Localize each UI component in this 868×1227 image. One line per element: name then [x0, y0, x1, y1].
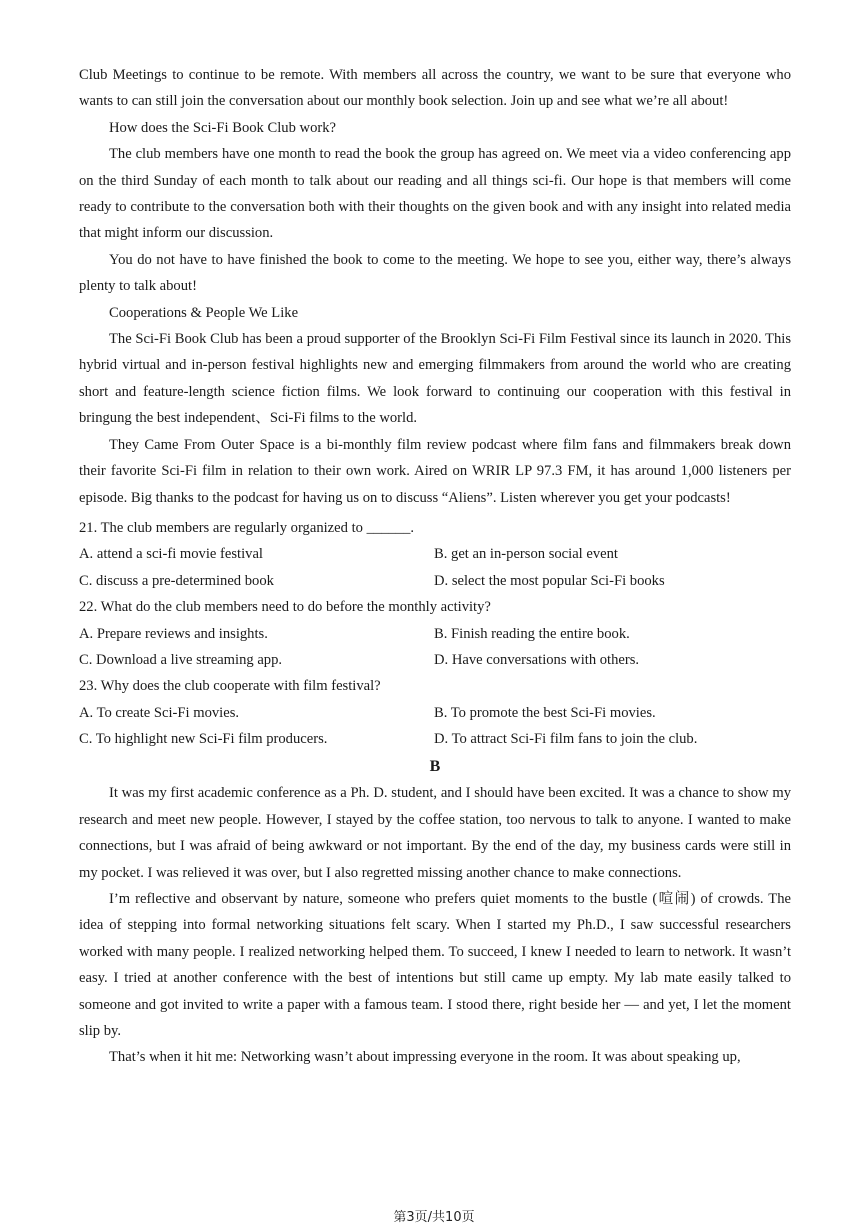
- question-23-options-row-1: [79, 700, 791, 726]
- option-23-c: C. To highlight new Sci-Fi film producers.: [79, 731, 328, 748]
- paragraph-b-3: That’s when it hit me: Networking wasn’t about impressing everyone in the room. It was about speaking up,: [109, 1049, 741, 1066]
- option-22-d: D. Have conversations with others.: [434, 652, 640, 669]
- option-21-d: D. select the most popular Sci-Fi books: [434, 572, 665, 589]
- option-22-b: B. Finish reading the entire book.: [434, 625, 630, 642]
- paragraph-cooperation-2: They Came From Outer Space is a bi-monthly film review podcast where film fans and filmmakers break down their favorite Sci-Fi film in relation to their own work. Aired on WRIR LP 97.3 FM, it has around 1,000 listeners per episode. Big thanks to the podcast for having us on to discuss “Aliens”. Listen wherever you get your podcasts!: [79, 436, 791, 506]
- paragraph-cooperation-1: The Sci-Fi Book Club has been a proud supporter of the Brooklyn Sci-Fi Film Festival since its launch in 2020. This hybrid virtual and in-person festival highlights new and emerging filmmakers from around the world who are creating short and feature-length science fiction films. We look forward to continuing our cooperation with this festival in bringung the best independent、Sci-Fi films to the world.: [79, 331, 791, 427]
- question-22-stem: 22. What do the club members need to do before the monthly activity?: [79, 599, 491, 616]
- paragraph-how-1: The club members have one month to read the book the group has agreed on. We meet via a video conferencing app on the third Sunday of each month to talk about our reading and all things sci-fi. Our hope is that members will come ready to contribute to the conversation both with their thoughts on the given book and with any insight into related media that might inform our discussion.: [79, 146, 791, 242]
- question-21-stem: 21. The club members are regularly organized to ______.: [79, 520, 415, 536]
- questions: [79, 515, 791, 753]
- section-b-label: B: [429, 758, 441, 775]
- option-22-a: A. Prepare reviews and insights.: [79, 625, 268, 642]
- heading-how-it-works: How does the Sci-Fi Book Club work?: [109, 119, 337, 136]
- option-23-d: D. To attract Sci-Fi film fans to join the club.: [434, 731, 698, 748]
- question-21-options-row-1: [79, 541, 791, 567]
- paragraph-how-2: You do not have to have finished the book to come to the meeting. We hope to see you, either way, there’s always plenty to talk about!: [79, 251, 791, 295]
- option-21-b: B. get an in-person social event: [434, 546, 618, 563]
- heading-cooperations: Cooperations & People We Like: [109, 304, 299, 321]
- option-23-a: A. To create Sci-Fi movies.: [79, 704, 240, 721]
- option-21-c: C. discuss a pre-determined book: [79, 572, 274, 589]
- section-b: [79, 754, 791, 1071]
- option-21-a: A. attend a sci-fi movie festival: [79, 546, 263, 563]
- option-22-c: C. Download a live streaming app.: [79, 652, 283, 669]
- paragraph-b-2: I’m reflective and observant by nature, someone who prefers quiet moments to the bustle (喧闹) of crowds. The idea of stepping into formal networking situations felt scary. When I started my Ph.D., I saw successful researchers worked with many people. I realized networking helped them. To succeed, I knew I needed to learn to network. It wasn’t easy. I tried at another conference with the best of intentions but still came up empty. My lab mate easily talked to someone and got invited to write a paper with a famous team. I stood there, right beside her — and yet, I let the moment slip by.: [79, 891, 791, 1040]
- page-number: 第3页/共10页: [393, 1210, 475, 1225]
- question-21-options-row-2: [79, 568, 791, 594]
- question-22-options-row-1: [79, 621, 791, 647]
- question-22-options-row-2: [79, 647, 791, 673]
- question-23-stem: 23. Why does the club cooperate with film festival?: [79, 678, 381, 695]
- paragraph-b-1: It was my first academic conference as a Ph. D. student, and I should have been excited. It was a chance to show my research and meet new people. However, I stayed by the coffee station, too nervous to talk to anyone. I wanted to make connections, but I was afraid of being awkward or not important. By the end of the day, my business cards were still in my pocket. I was relieved it was over, but I also regretted missing another chance to make connections.: [79, 785, 791, 881]
- intro-paragraph-end: Club Meetings to continue to be remote. With members all across the country, we want to be sure that everyone who wants to can still join the conversation about our monthly book selection. Join up and see what we’re all about!: [79, 67, 791, 110]
- question-23-options-row-2: [79, 726, 791, 752]
- section-a: [79, 62, 791, 511]
- option-23-b: B. To promote the best Sci-Fi movies.: [434, 704, 656, 721]
